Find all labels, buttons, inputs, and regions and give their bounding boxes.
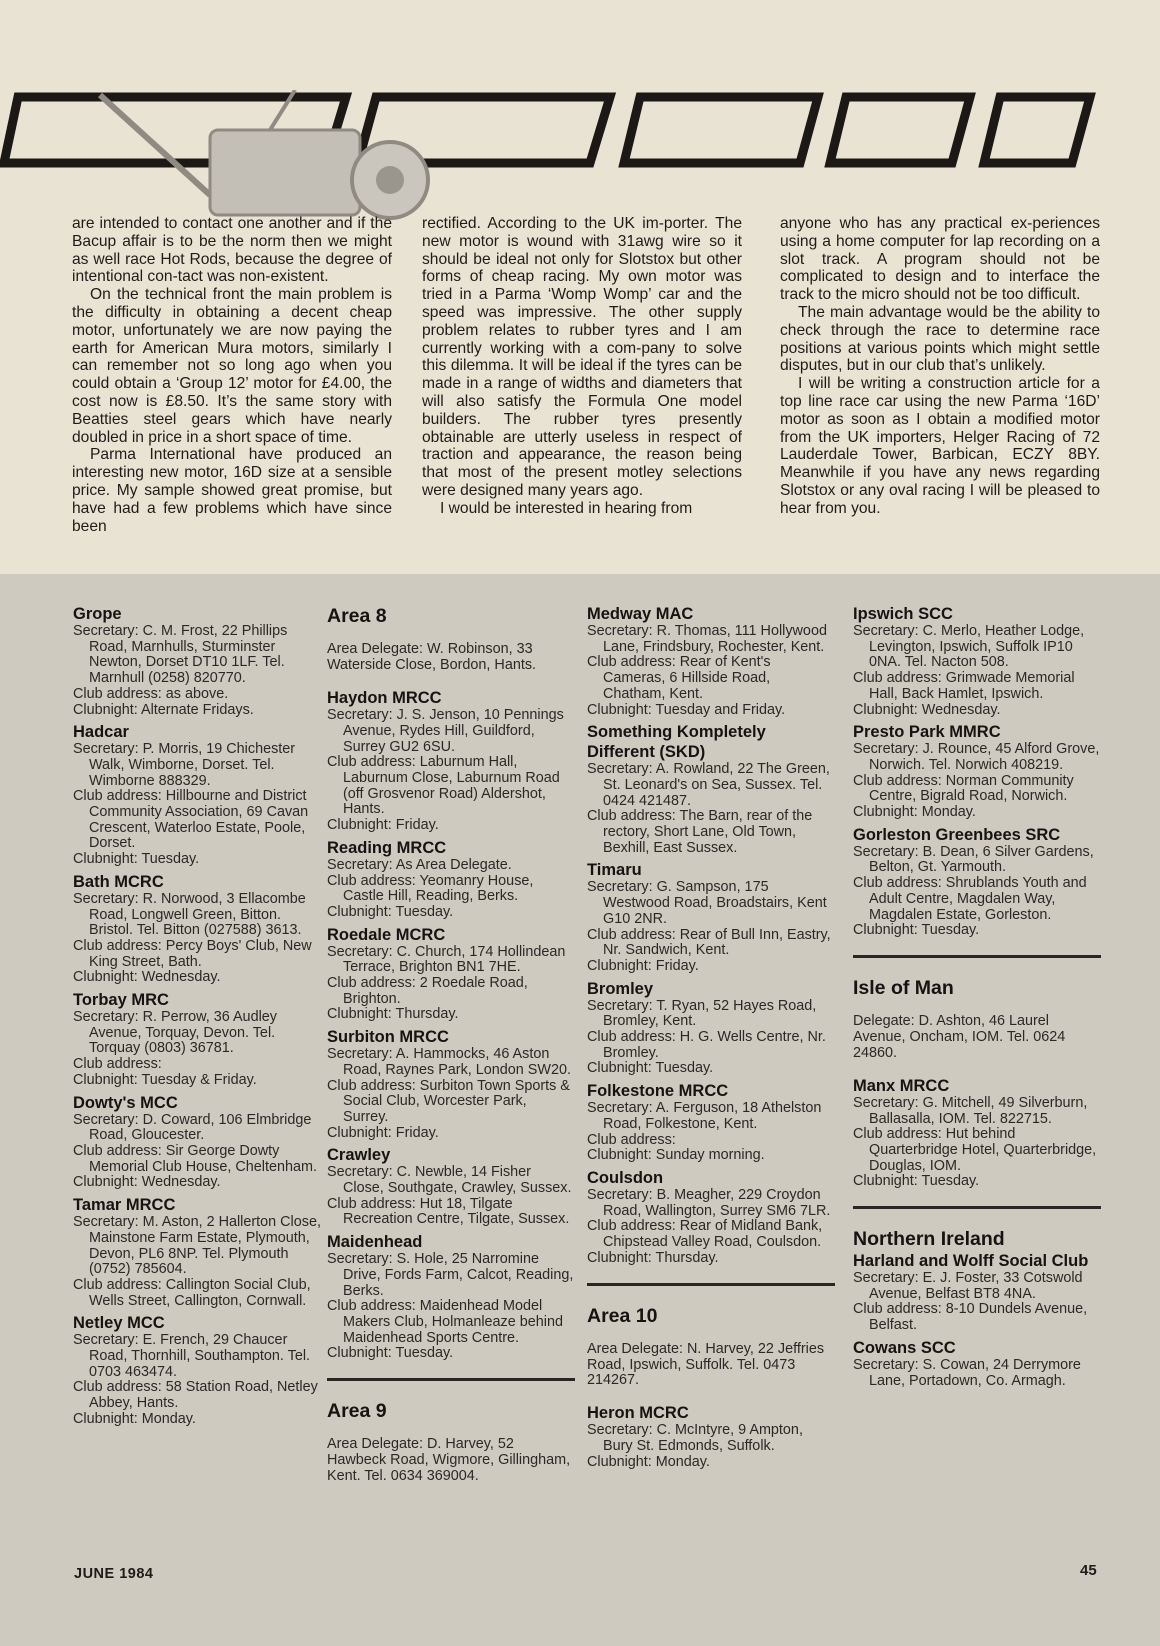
club-entry: [587, 604, 835, 718]
club-entry: [587, 1168, 835, 1267]
intro-column-3: [780, 215, 1100, 518]
intro-column-2: [422, 215, 742, 518]
club-detail-line: Clubnight: Friday.: [587, 957, 699, 974]
section-divider: [853, 1206, 1101, 1209]
club-detail-line: Secretary: S. Cowan, 24 Derrymore Lane, Portadown, Co. Armagh.: [853, 1356, 1081, 1389]
article-paragraph: I will be writing a construction article for a top line race car using the new Parma ‘16D’ motor as soon as I obtain a modified motor from the UK importers, Helger Racing of 72 Lauderdale Tower, Barbican, ECZY 8BY. Meanwhile if you have any news regarding Slotstox or any oval racing I will be pleased to hear from you.: [780, 375, 1100, 517]
club-detail-line: Clubnight: Tuesday.: [587, 1060, 714, 1077]
club-name: Coulsdon: [587, 1168, 664, 1187]
club-detail-line: Club address: Rear of Kent's Cameras, 6 Hillside Road, Chatham, Kent.: [587, 654, 771, 702]
area-heading: Isle of Man: [853, 976, 954, 999]
club-detail-line: Clubnight: Monday.: [73, 1410, 196, 1427]
club-entry: [327, 688, 575, 834]
club-detail-line: Clubnight: Wednesday.: [73, 969, 221, 986]
page-number: 45: [1080, 1562, 1097, 1579]
club-name: Cowans SCC: [853, 1338, 956, 1357]
club-detail-line: Club address:: [587, 1131, 676, 1148]
club-detail-line: Secretary: B. Dean, 6 Silver Gardens, Belton, Gt. Yarmouth.: [853, 843, 1094, 876]
section-divider: [587, 1283, 835, 1286]
club-detail-line: Clubnight: Tuesday.: [73, 851, 200, 868]
club-detail-line: Delegate: D. Ashton, 46 Laurel Avenue, Oncham, IOM. Tel. 0624 24860.: [853, 1013, 1066, 1061]
club-detail-line: Secretary: T. Ryan, 52 Hayes Road, Bromley, Kent.: [587, 997, 817, 1030]
club-detail-line: Secretary: C. Church, 174 Hollindean Terrace, Brighton BN1 7HE.: [327, 943, 566, 976]
club-detail-line: Club address: Rear of Midland Bank, Chipstead Valley Road, Coulsdon.: [587, 1218, 823, 1251]
club-entry: [327, 1145, 575, 1228]
club-detail-line: Club address: Hut behind Quarterbridge Hotel, Quarterbridge, Douglas, IOM.: [853, 1126, 1097, 1174]
club-entry: [73, 990, 321, 1089]
club-name: Haydon MRCC: [327, 689, 442, 708]
section-divider: [853, 955, 1101, 958]
club-detail-line: Secretary: E. French, 29 Chaucer Road, Thornhill, Southampton. Tel. 0703 463474.: [73, 1332, 311, 1380]
club-name: Ipswich SCC: [853, 605, 953, 623]
article-paragraph: anyone who has any practical ex-periences using a home computer for lap recording on a slot track. A program should not be complicated to design and to interface the track to the micro should not be too difficult.: [780, 215, 1100, 304]
club-name: Heron MCRC: [587, 1404, 689, 1423]
club-name: Harland and Wolff Social Club: [853, 1252, 1089, 1271]
club-detail-line: Clubnight: Thursday.: [587, 1249, 719, 1266]
club-detail-line: Secretary: P. Morris, 19 Chichester Walk, Wimborne, Dorset. Tel. Wimborne 888329.: [73, 741, 296, 789]
club-name: Tamar MRCC: [73, 1196, 176, 1215]
club-name: Gorleston Greenbees SRC: [853, 825, 1061, 844]
club-detail-line: Club address: Laburnum Hall, Laburnum Close, Laburnum Road (off Grosvenor Road) Aldershot, Hants.: [327, 754, 560, 818]
club-detail-line: Secretary: D. Coward, 106 Elmbridge Road, Gloucester.: [73, 1111, 312, 1144]
club-detail-line: Area Delegate: N. Harvey, 22 Jeffries Road, Ipswich, Suffolk. Tel. 0473 214267.: [587, 1340, 825, 1389]
club-detail-line: Secretary: A. Ferguson, 18 Athelston Road, Folkestone, Kent.: [587, 1100, 822, 1132]
area-section: [327, 604, 575, 674]
club-detail-line: Secretary: C. Newble, 14 Fisher Close, Southgate, Crawley, Sussex.: [327, 1164, 572, 1197]
directory-column-3: [587, 604, 835, 1475]
club-detail-line: Club address: The Barn, rear of the rectory, Short Lane, Old Town, Bexhill, East Sussex.: [587, 808, 813, 856]
club-detail-line: Area Delegate: D. Harvey, 52 Hawbeck Road, Wigmore, Gillingham, Kent. Tel. 0634 369004.: [327, 1436, 571, 1484]
club-detail-line: Club address: H. G. Wells Centre, Nr. Bromley.: [587, 1029, 826, 1061]
banner-box-5: [984, 97, 1090, 163]
club-entry: [327, 925, 575, 1024]
motor-illustration: [70, 90, 490, 220]
directory-column-4: [853, 604, 1101, 1393]
club-detail-line: Secretary: A. Hammocks, 46 Aston Road, Raynes Park, London SW20.: [327, 1046, 571, 1078]
club-detail-line: Club address: 2 Roedale Road, Brighton.: [327, 975, 528, 1007]
club-detail-line: Clubnight: Tuesday.: [853, 1173, 980, 1190]
club-entry: [73, 872, 321, 986]
club-name: Manx MRCC: [853, 1076, 950, 1095]
club-detail-line: Club address: Callington Social Club, Wells Street, Callington, Cornwall.: [73, 1276, 311, 1309]
directory-column-1: [73, 604, 321, 1432]
club-name: Surbiton MRCC: [327, 1028, 449, 1047]
club-detail-line: Clubnight: Wednesday.: [73, 1174, 221, 1191]
club-entry: [853, 722, 1101, 821]
club-detail-line: Secretary: J. S. Jenson, 10 Pennings Avenue, Rydes Hill, Guildford, Surrey GU2 6SU.: [327, 707, 564, 755]
club-detail-line: Clubnight: Thursday.: [327, 1006, 459, 1023]
article-paragraph: On the technical front the main problem is the difficulty in obtaining a decent cheap motor, unfortunately we are now paying the earth for American Mura motors, similarly I can remember not so long ago when you could obtain a ‘Group 12’ motor for £4.00, the cost now is £8.50. It’s the same story with Beatties steel gears which have nearly doubled in price in a short space of time.: [72, 286, 392, 446]
club-entry: [587, 1081, 835, 1164]
club-name: Presto Park MMRC: [853, 723, 1001, 742]
club-entry: [853, 604, 1101, 718]
club-detail-line: Club address: as above.: [73, 685, 229, 702]
club-name: Grope: [73, 605, 122, 623]
club-name: Timaru: [587, 861, 642, 880]
club-entry: [327, 1232, 575, 1362]
article-paragraph: rectified. According to the UK im-porter. The new motor is wound with 31awg wire so it should be ideal not only for Slotstox but other forms of cheap racing. My own motor was tried in a Parma ‘Womp Womp’ car and the speed was impressive. The other supply problem relates to rubber tyres and I am currently working with a com-pany to solve this dilemma. It will be ideal if the tyres can be made in a range of widths and diameters that will also satisfy the Formula One model builders. The rubber tyres presently obtainable are utterly useless in respect of traction and appearance, the reason being that most of the present motley selections were designed many years ago.: [422, 215, 742, 499]
club-detail-line: Club address: Shrublands Youth and Adult Centre, Magdalen Way, Magdalen Estate, Gorleston.: [853, 875, 1087, 923]
club-entry: [73, 1195, 321, 1309]
club-detail-line: Clubnight: Alternate Fridays.: [73, 701, 254, 718]
club-name: Bath MCRC: [73, 872, 164, 891]
club-detail-line: Club address: Norman Community Centre, Bigrald Road, Norwich.: [853, 772, 1074, 805]
club-detail-line: Clubnight: Friday.: [327, 1124, 439, 1141]
area-heading: Area 8: [327, 605, 387, 627]
club-detail-line: Clubnight: Monday.: [853, 804, 976, 821]
club-name: Dowty's MCC: [73, 1093, 178, 1112]
club-name: Roedale MCRC: [327, 925, 446, 944]
club-detail-line: Clubnight: Monday.: [587, 1453, 710, 1470]
club-name: Bromley: [587, 979, 654, 998]
club-entry: [587, 860, 835, 974]
club-detail-line: Secretary: C. McIntyre, 9 Ampton, Bury St. Edmonds, Suffolk.: [587, 1422, 803, 1455]
area-section: [587, 1304, 835, 1390]
club-name: Maidenhead: [327, 1233, 423, 1252]
club-detail-line: Secretary: J. Rounce, 45 Alford Grove, Norwich. Tel. Norwich 408219.: [853, 741, 1100, 773]
club-entry: [587, 979, 835, 1078]
club-detail-line: Clubnight: Tuesday and Friday.: [587, 701, 786, 718]
club-name: Torbay MRC: [73, 991, 169, 1010]
club-detail-line: Clubnight: Tuesday.: [327, 1345, 454, 1362]
club-detail-line: Club address:: [73, 1056, 162, 1073]
club-detail-line: Area Delegate: W. Robinson, 33 Waterside Close, Bordon, Hants.: [327, 641, 537, 674]
club-entry: [853, 1251, 1101, 1334]
club-detail-line: Clubnight: Tuesday & Friday.: [73, 1071, 257, 1088]
club-detail-line: Secretary: C. Merlo, Heather Lodge, Levington, Ipswich, Suffolk IP10 0NA. Tel. Nacton 508.: [853, 623, 1085, 671]
article-paragraph: Parma International have produced an interesting new motor, 16D size at a sensible price. My sample showed great promise, but have had a few problems which have since been: [72, 446, 392, 535]
area-heading: Area 9: [327, 1400, 387, 1423]
club-detail-line: Club address: Surbiton Town Sports & Social Club, Worcester Park, Surrey.: [327, 1077, 570, 1125]
club-detail-line: Secretary: R. Perrow, 36 Audley Avenue, Torquay, Devon. Tel. Torquay (0803) 36781.: [73, 1009, 277, 1057]
club-detail-line: Secretary: R. Thomas, 111 Hollywood Lane, Frindsbury, Rochester, Kent.: [587, 623, 827, 655]
club-entry: [327, 1027, 575, 1141]
club-detail-line: Club address: Grimwade Memorial Hall, Back Hamlet, Ipswich.: [853, 670, 1075, 702]
club-detail-line: Club address: Hut 18, Tilgate Recreation Centre, Tilgate, Sussex.: [327, 1195, 570, 1228]
club-entry: [853, 1338, 1101, 1389]
club-detail-line: Secretary: G. Mitchell, 49 Silverburn, Ballasalla, IOM. Tel. 822715.: [853, 1094, 1088, 1127]
club-detail-line: Clubnight: Wednesday.: [853, 701, 1001, 718]
club-entry: [73, 722, 321, 868]
article-paragraph: I would be interested in hearing from: [440, 499, 693, 517]
club-name: Hadcar: [73, 723, 129, 742]
club-detail-line: Secretary: B. Meagher, 229 Croydon Road, Wallington, Surrey SM6 7LR.: [587, 1186, 831, 1219]
club-detail-line: Club address: Sir George Dowty Memorial Club House, Cheltenham.: [73, 1142, 317, 1175]
club-detail-line: Clubnight: Tuesday.: [853, 922, 980, 939]
intro-column-1: [72, 215, 392, 535]
club-name: Netley MCC: [73, 1314, 165, 1333]
article-paragraph: are intended to contact one another and if the Bacup affair is to be the norm then we might as well race Hot Rods, because the degree of intentional con-tact was non-existent.: [72, 215, 392, 286]
club-name: Crawley: [327, 1146, 391, 1165]
club-detail-line: Secretary: S. Hole, 25 Narromine Drive, Fords Farm, Calcot, Reading, Berks.: [327, 1251, 574, 1299]
club-detail-line: Club address: Percy Boys' Club, New King Street, Bath.: [73, 937, 312, 970]
club-detail-line: Clubnight: Sunday morning.: [587, 1147, 765, 1164]
club-detail-line: Secretary: G. Sampson, 175 Westwood Road, Broadstairs, Kent G10 2NR.: [587, 879, 827, 927]
club-entry: [327, 838, 575, 921]
area-heading: Northern Ireland: [853, 1228, 1005, 1251]
club-detail-line: Clubnight: Tuesday.: [327, 903, 454, 920]
club-name: Medway MAC: [587, 605, 694, 623]
club-detail-line: Club address: 58 Station Road, Netley Abbey, Hants.: [73, 1379, 318, 1412]
area-section: [853, 976, 1101, 1062]
club-detail-line: Secretary: E. J. Foster, 33 Cotswold Avenue, Belfast BT8 4NA.: [853, 1270, 1083, 1302]
club-detail-line: Secretary: C. M. Frost, 22 Phillips Road, Marnhulls, Sturminster Newton, Dorset DT10 1LF. Tel. Marnhull (0258) 820770.: [73, 623, 288, 687]
area-section: [853, 1227, 1101, 1251]
club-entry: [853, 1076, 1101, 1190]
club-detail-line: Clubnight: Friday.: [327, 817, 439, 834]
club-detail-line: Club address: Maidenhead Model Makers Club, Holmanleaze behind Maidenhead Sports Centre.: [327, 1298, 563, 1346]
club-entry: [587, 722, 835, 856]
banner-box-3: [624, 97, 818, 163]
club-detail-line: Secretary: M. Aston, 2 Hallerton Close, Mainstone Farm Estate, Plymouth, Devon, PL6 8NP. Tel. Plymouth (0752) 785604.: [73, 1214, 321, 1278]
club-entry: [73, 1313, 321, 1427]
issue-date: JUNE 1984: [74, 1566, 154, 1582]
club-detail-line: Club address: Yeomanry House, Castle Hill, Reading, Berks.: [327, 872, 534, 905]
club-detail-line: Club address: Rear of Bull Inn, Eastry, Nr. Sandwich, Kent.: [587, 926, 831, 959]
article-paragraph: The main advantage would be the ability to check through the race to determine race positions at various points which might settle disputes, but in our club that’s unlikely.: [780, 303, 1100, 375]
directory-column-2: [327, 604, 575, 1499]
club-detail-line: Secretary: A. Rowland, 22 The Green, St. Leonard's on Sea, Sussex. Tel. 0424 421487.: [587, 761, 830, 809]
club-name: Reading MRCC: [327, 838, 447, 857]
club-name: Something Kompletely Different (SKD): [587, 723, 766, 762]
club-detail-line: Club address: Hillbourne and District Community Association, 69 Cavan Crescent, Waterloo Estate, Poole, Dorset.: [73, 788, 309, 852]
club-entry: [853, 825, 1101, 939]
club-entry: [73, 1093, 321, 1192]
club-entry: [73, 604, 321, 718]
club-detail-line: Secretary: R. Norwood, 3 Ellacombe Road, Longwell Green, Bitton. Bristol. Tel. Bitton (027588) 3613.: [73, 890, 306, 939]
club-entry: [587, 1403, 835, 1470]
area-section: [327, 1399, 575, 1485]
club-name: Folkestone MRCC: [587, 1082, 729, 1101]
area-heading: Area 10: [587, 1304, 658, 1327]
section-divider: [327, 1378, 575, 1381]
banner-box-4: [830, 97, 970, 163]
club-detail-line: Secretary: As Area Delegate.: [327, 856, 512, 873]
club-detail-line: Club address: 8-10 Dundels Avenue, Belfast.: [853, 1301, 1088, 1334]
